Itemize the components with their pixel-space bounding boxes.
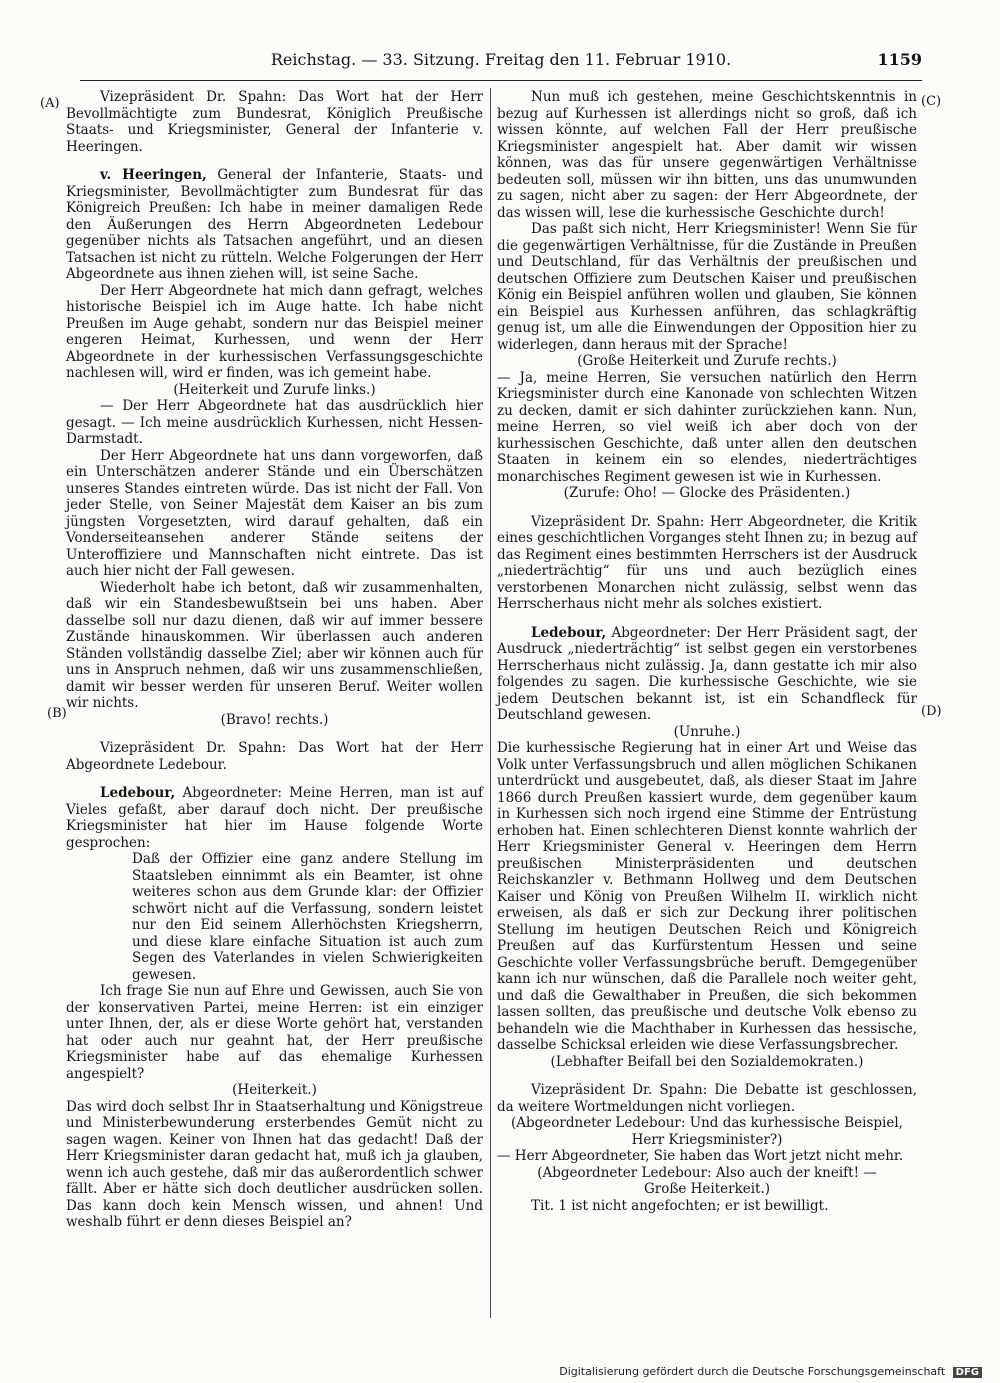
funding-note: Digitalisierung gefördert durch die Deutsche Forschungsgemeinschaft: [559, 1365, 946, 1378]
running-head: Reichstag. — 33. Sitzung. Freitag den 11. Februar 1910.: [270, 50, 732, 69]
stage-direction: Herr Kriegsminister?): [631, 1131, 783, 1148]
paragraph: Vizepräsident Dr. Spahn: Herr Abgeordneter, die Kritik eines geschichtlichen Vorganges steht Ihnen zu; in bezug auf das Regiment eines bestimmten Herrschers ist der Ausdruck „niederträchtig“ für uns und auch bezüglich eines verstorbenen Monarchen nicht zulässig, selbst wenn das Herrscherhaus nicht mehr als solches existiert.: [497, 513, 917, 612]
stage-direction: (Lebhafter Beifall bei den Sozialdemokraten.): [550, 1053, 864, 1070]
stage-direction: (Bravo! rechts.): [220, 711, 329, 728]
stage-direction: (Große Heiterkeit und Zurufe rechts.): [577, 353, 837, 369]
column-divider: [490, 88, 491, 1318]
block-quote: Daß der Offizier eine ganz andere Stellung im Staatsleben einnimmt als ein Beamter, ist ohne weiteres schon aus dem Grunde klar: der Offizier schwört nicht auf die Verfassung, sondern leistet nur den Eid seinem Allerhöchsten Kriegsherrn, und diese klare einfache Situation ist auch zum Segen des Vaterlandes in vielen Schwierigkeiten gewesen.: [132, 851, 483, 983]
margin-marker-d: (D): [921, 704, 942, 719]
paragraph: Ledebour, Abgeordneter: Der Herr Präsident sagt, der Ausdruck „niederträchtig“ ist selbst gegen ein verstorbenes Herrscherhaus nicht zulässig. Ja, dann gestatte ich mir also folgendes zu sagen. Die kurhessische Geschichte, wie sie jedem Deutschen bekannt ist, ist ein Schandfleck für Deutschland gewesen.: [497, 624, 917, 723]
paragraph: Der Herr Abgeordnete hat uns dann vorgeworfen, daß ein Unterschätzen anderer Stände und ein Überschätzen unseres Standes eintreten würde. Das ist nicht der Fall. Von jeder Stelle, von Seiner Majestät dem Kaiser an bis zum jüngsten Vorgesetzten, wird darauf gehalten, daß ein Vonderseiteansehen anderer Stände seitens der Unteroffiziere und Mannschaften nicht eintrete. Das ist auch hier nicht der Fall gewesen.: [66, 447, 483, 579]
paragraph: v. Heeringen, General der Infanterie, Staats- und Kriegsminister, Bevollmächtigter zum Bundesrat für das Königreich Preußen: Ich habe in meiner damaligen Rede den Äußerungen des Herrn Abgeordneten Ledebour gegenüber nichts als Tatsachen angeführt, und an diesen Tatsachen ist nicht zu rütteln. Welche Folgerungen der Herr Abgeordnete aus ihnen ziehen will, ist seine Sache.: [66, 167, 483, 282]
paragraph: — Der Herr Abgeordnete hat das ausdrücklich hier gesagt. — Ich meine ausdrücklich Kurhessen, nicht Hessen-Darmstadt.: [66, 398, 483, 447]
paragraph: Tit. 1 ist nicht angefochten; er ist bewilligt.: [531, 1197, 829, 1214]
paragraph: — Herr Abgeordneter, Sie haben das Wort jetzt nicht mehr.: [497, 1148, 904, 1164]
header-rule: [80, 80, 922, 81]
paragraph: Nun muß ich gestehen, meine Geschichtskenntnis in bezug auf Kurhessen ist allerdings nicht so groß, daß ich wissen könnte, auf welchen Fall der Herr preußische Kriegsminister angespielt hat. Aber damit wir wissen können, was das für unsere gegenwärtigen Verhältnisse bedeuten soll, müssen wir ihn bitten, uns das unumwunden zu sagen, nicht aber zu sagen: der Herr Abgeordnete, der das wissen will, lese die kurhessische Geschichte durch!: [497, 89, 917, 221]
stage-direction: (Zurufe: Oho! — Glocke des Präsidenten.): [563, 485, 851, 501]
stage-direction: (Abgeordneter Ledebour: Und das kurhessische Beispiel,: [511, 1115, 903, 1131]
paragraph: Vizepräsident Dr. Spahn: Das Wort hat der Herr Bevollmächtigte zum Bundesrat, Königlich Preußische Staats- und Kriegsminister, General der Infanterie v. Heeringen.: [66, 89, 483, 155]
stage-direction: Große Heiterkeit.): [643, 1181, 771, 1197]
speaker-name: Ledebour,: [531, 624, 607, 641]
stage-direction: (Heiterkeit.): [232, 1082, 317, 1098]
stage-direction: (Unruhe.): [673, 723, 741, 740]
paragraph: Vizepräsident Dr. Spahn: Die Debatte ist geschlossen, da weitere Wortmeldungen nicht vorliegen.: [497, 1082, 917, 1115]
margin-marker-c: (C): [921, 94, 942, 109]
running-header: [80, 40, 922, 80]
speaker-name: Ledebour,: [100, 785, 176, 801]
funding-footer: [559, 1365, 982, 1378]
speaker-name: v. Heeringen,: [100, 167, 207, 183]
margin-marker-b: (B): [47, 706, 67, 721]
left-column: [66, 89, 483, 1231]
paragraph: Vizepräsident Dr. Spahn: Das Wort hat der Herr Abgeordnete Ledebour.: [66, 740, 483, 773]
stage-direction: (Abgeordneter Ledebour: Also auch der kneift! —: [537, 1164, 877, 1181]
right-column: [497, 89, 917, 1214]
page-number: 1159: [877, 50, 922, 69]
paragraph: Das wird doch selbst Ihr in Staatserhaltung und Königstreue und Ministerbewunderung ersterbendes Gemüt nicht zu sagen wagen. Keiner von Ihnen hat das gedacht! Daß der Herr Kriegsminister daran gedacht hat, muß ich ja glauben, wenn ich auch gestehe, daß mir das außerordentlich schwer fällt. Aber er hätte sich doch deutlicher ausdrücken sollen. Das kann doch kein Mensch wissen, und ahnen! Und weshalb führt er denn dieses Beispiel an?: [66, 1098, 483, 1230]
paragraph: Der Herr Abgeordnete hat mich dann gefragt, welches historische Beispiel ich im Auge hatte. Ich habe nicht Preußen im Auge gehabt, sondern nur das Beispiel meiner engeren Heimat, Kurhessen, und wenn der Herr Abgeordnete in der kurhessischen Verfassungsgeschichte nachlesen will, wird er finden, was ich gemeint habe.: [66, 282, 483, 381]
margin-marker-a: (A): [40, 96, 60, 111]
dfg-logo: DFG: [953, 1367, 982, 1378]
paragraph: Das paßt sich nicht, Herr Kriegsminister! Wenn Sie für die gegenwärtigen Verhältnisse, für die Zustände in Preußen und Deutschland, für das Verhältnis der preußischen und deutschen Offiziere zum Deutschen Kaiser und preußischen König ein Beispiel anführen wollen und glauben, Sie können ein Beispiel aus Kurhessen anführen, das schlagkräftig genug ist, um alle die Einwendungen der Opposition hier zu widerlegen, dann heraus mit der Sprache!: [497, 221, 917, 353]
paragraph: Ledebour, Abgeordneter: Meine Herren, man ist auf Vieles gefaßt, aber darauf doch nicht. Der preußische Kriegsminister hat hier im Hause folgende Worte gesprochen:: [66, 785, 483, 851]
paragraph: Die kurhessische Regierung hat in einer Art und Weise das Volk unter Verfassungsbruch und allen möglichen Schikanen unterdrückt und ausgebeutet, daß, als dieser Staat im Jahre 1866 durch Preußen kassiert wurde, dem gegenüber kaum in Kurhessen sich noch irgend eine Stimme der Entrüstung erhoben hat. Einen schlechteren Dienst konnte wahrlich der Herr Kriegsminister General v. Heeringen dem Herrn preußischen Ministerpräsidenten und deutschen Reichskanzler v. Bethmann Hollweg und dem Deutschen Kaiser und König von Preußen Wilhelm II. wirklich nicht erweisen, als daß er sich zur Deckung ihrer politischen Stellung im heutigen Deutschen Reich und Königreich Preußen auf das Kurfürstentum Hessen und seine Geschichte voller Verfassungsbrüche beruft. Demgegenüber kann ich nur wünschen, daß die Parallele noch weiter geht, und daß die Gewalthaber in Preußen, die sich bekommen lassen sollten, das preußische und deutsche Volk ebenso zu behandeln wie die Machthaber in Kurhessen das hessische, dasselbe Schicksal erleiden wie diese Verfassungsbrecher.: [497, 740, 917, 1053]
paragraph: — Ja, meine Herren, Sie versuchen natürlich den Herrn Kriegsminister durch eine Kanonade von schlechten Witzen zu decken, damit er sich dahinter zurückziehen kann. Nun, meine Herren, so viel weiß ich aber doch von der kurhessischen Geschichte, daß unter allen den deutschen Staaten in keinem ein so elendes, niederträchtiges monarchisches Regiment gewesen ist wie in Kurhessen.: [497, 369, 917, 485]
paragraph: Wiederholt habe ich betont, daß wir zusammenhalten, daß wir ein Standesbewußtsein bei uns haben. Aber dasselbe soll nur dazu dienen, daß wir auf immer bessere Zustände hinauskommen. Wir überlassen auch anderen Ständen vollständig dasselbe Ziel; aber wir können auch für uns in Anspruch nehmen, daß wir uns zusammenschließen, damit wir besser werden für unseren Beruf. Weiter wollen wir nichts.: [66, 579, 483, 711]
stage-direction: (Heiterkeit und Zurufe links.): [173, 381, 376, 398]
paragraph: Ich frage Sie nun auf Ehre und Gewissen, auch Sie von der konservativen Partei, meine Herren: ist ein einziger unter Ihnen, der, als er diese Worte gehört hat, verstanden hat oder auch nur geahnt hat, der Herr preußische Kriegsminister habe auf das ehemalige Kurhessen angespielt?: [66, 983, 483, 1082]
